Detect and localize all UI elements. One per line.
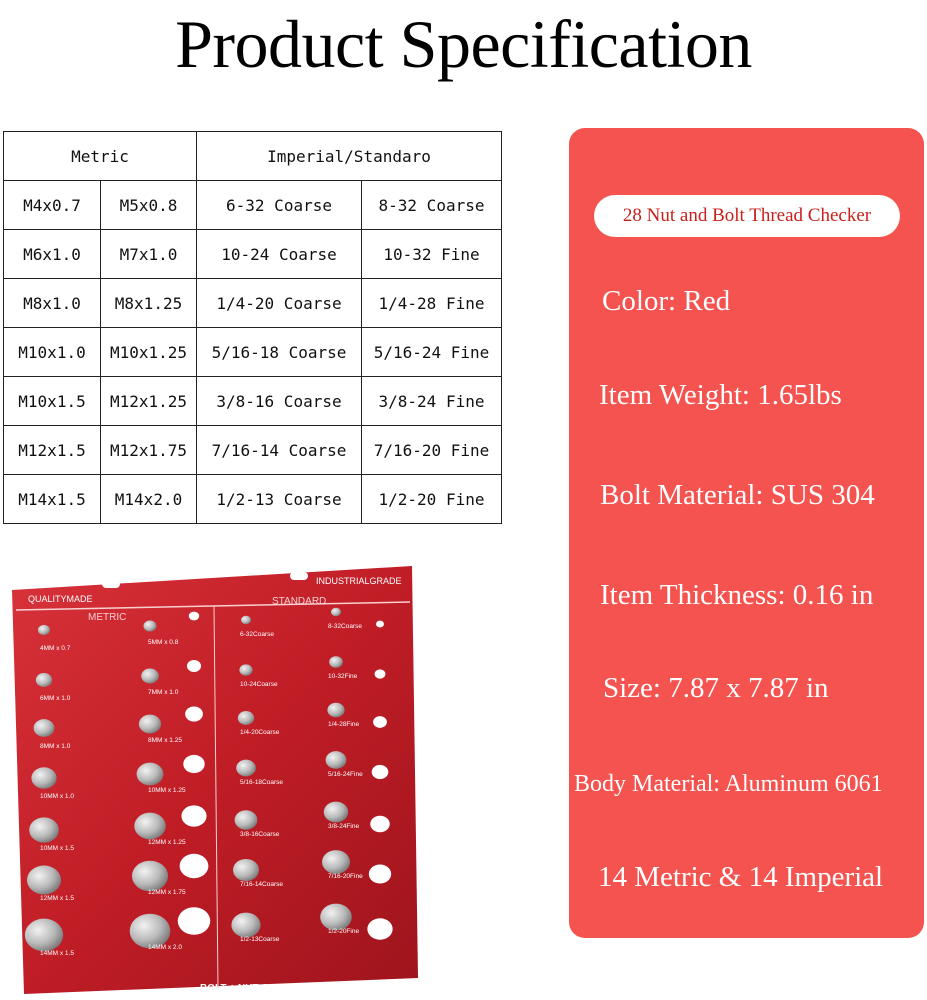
- table-cell: M12x1.5: [4, 426, 101, 475]
- bolt-stud: [238, 711, 254, 725]
- nut-hole: [367, 918, 392, 939]
- bolt-size-label: 6MM x 1.0: [40, 695, 71, 702]
- table-cell: M8x1.0: [4, 279, 101, 328]
- table-cell: 1/4-20 Coarse: [197, 279, 362, 328]
- hanging-slot: [290, 572, 308, 580]
- size-spec: Size: 7.87 x 7.87 in: [603, 672, 829, 704]
- table-cell: 3/8-24 Fine: [362, 377, 502, 426]
- nut-hole: [180, 854, 209, 878]
- table-cell: 1/4-28 Fine: [362, 279, 502, 328]
- page-title: Product Specification: [175, 6, 752, 82]
- table-cell: 10-24 Coarse: [197, 230, 362, 279]
- nut-hole: [181, 805, 206, 826]
- table-cell: 6-32 Coarse: [197, 181, 362, 230]
- bolt-stud: [31, 767, 56, 788]
- imperial-header: Imperial/Standaro: [197, 132, 502, 181]
- bolt-stud: [241, 616, 251, 625]
- table-row: [4, 475, 502, 524]
- bolt-stud: [236, 760, 256, 777]
- gauge-bottom-label: BOLT + NUT GAUGE: [200, 983, 298, 994]
- table-row: [4, 230, 502, 279]
- nut-hole: [372, 765, 389, 779]
- bolt-size-label: 1/4-28Fine: [328, 721, 360, 728]
- bolt-size-label: 5/16-24Fine: [328, 771, 363, 778]
- hanging-slot: [102, 580, 120, 588]
- bolt-size-label: 6-32Coarse: [240, 631, 274, 638]
- weight-spec: Item Weight: 1.65lbs: [599, 379, 842, 411]
- table-cell: 8-32 Coarse: [362, 181, 502, 230]
- bolt-stud: [320, 904, 352, 931]
- table-cell: 1/2-13 Coarse: [197, 475, 362, 524]
- standard-section-label: STANDARD: [272, 596, 327, 607]
- bolt-stud: [38, 625, 50, 635]
- product-photo: [0, 558, 420, 1000]
- bolt-size-label: 12MM x 1.75: [148, 889, 186, 896]
- bolt-size-label: 14MM x 2.0: [148, 944, 182, 951]
- bolt-stud: [27, 866, 61, 895]
- nut-hole: [185, 706, 203, 721]
- bolt-size-label: 1/2-13Coarse: [240, 936, 280, 943]
- bolt-size-label: 7MM x 1.0: [148, 689, 179, 696]
- bolt-stud: [139, 715, 161, 734]
- bolt-size-label: 7/16-20Fine: [328, 873, 363, 880]
- bolt-size-label: 7/16-14Coarse: [240, 881, 283, 888]
- table-row: [4, 426, 502, 475]
- color-spec: Color: Red: [602, 285, 731, 317]
- nut-hole: [178, 907, 210, 935]
- nut-hole: [187, 660, 201, 672]
- nut-hole: [376, 621, 384, 628]
- bolt-size-label: 12MM x 1.25: [148, 839, 186, 846]
- thread-spec-table: [3, 131, 502, 524]
- table-row: [4, 328, 502, 377]
- nut-hole: [189, 612, 199, 621]
- table-row: [4, 377, 502, 426]
- bolt-size-label: 10-24Coarse: [240, 681, 278, 688]
- metric-section-label: METRIC: [88, 612, 127, 623]
- bolt-stud: [329, 656, 343, 668]
- table-cell: 3/8-16 Coarse: [197, 377, 362, 426]
- nut-hole: [373, 716, 387, 728]
- table-cell: 7/16-14 Coarse: [197, 426, 362, 475]
- bolt-size-label: 1/4-20Coarse: [240, 729, 280, 736]
- table-cell: M6x1.0: [4, 230, 101, 279]
- bolt-size-label: 8-32Coarse: [328, 623, 362, 630]
- table-header-row: [4, 132, 502, 181]
- industrial-label: INDUSTRIALGRADE: [316, 576, 402, 586]
- table-cell: 5/16-18 Coarse: [197, 328, 362, 377]
- quality-label: QUALITYMADE: [28, 594, 93, 604]
- table-cell: M14x1.5: [4, 475, 101, 524]
- table-cell: 7/16-20 Fine: [362, 426, 502, 475]
- bolt-material-spec: Bolt Material: SUS 304: [600, 479, 875, 511]
- bolt-size-label: 10-32Fine: [328, 673, 358, 680]
- table-cell: M12x1.75: [101, 426, 197, 475]
- table-cell: M14x2.0: [101, 475, 197, 524]
- bolt-stud: [235, 810, 258, 829]
- table-cell: M12x1.25: [101, 377, 197, 426]
- info-panel: [569, 128, 924, 938]
- bolt-stud: [239, 664, 252, 675]
- table-cell: M5x0.8: [101, 181, 197, 230]
- bolt-size-label: 4MM x 0.7: [40, 645, 71, 652]
- bolt-stud: [34, 719, 55, 737]
- nut-hole: [370, 816, 390, 833]
- bolt-size-label: 5/16-18Coarse: [240, 779, 283, 786]
- nut-hole: [375, 669, 386, 678]
- bolt-size-label: 10MM x 1.25: [148, 787, 186, 794]
- bolt-size-label: 14MM x 1.5: [40, 950, 74, 957]
- bolt-size-label: 8MM x 1.25: [148, 737, 182, 744]
- table-cell: M10x1.0: [4, 328, 101, 377]
- table-cell: M8x1.25: [101, 279, 197, 328]
- product-name-pill: 28 Nut and Bolt Thread Checker: [594, 195, 900, 237]
- table-cell: 10-32 Fine: [362, 230, 502, 279]
- bolt-stud: [324, 802, 348, 823]
- table-row: [4, 181, 502, 230]
- bolt-stud: [322, 850, 350, 874]
- table-cell: M10x1.5: [4, 377, 101, 426]
- bolt-stud: [36, 673, 52, 687]
- metric-imperial-count: 14 Metric & 14 Imperial: [598, 861, 884, 893]
- table-cell: 1/2-20 Fine: [362, 475, 502, 524]
- bolt-stud: [144, 620, 157, 631]
- bolt-stud: [326, 751, 347, 769]
- table-cell: M4x0.7: [4, 181, 101, 230]
- bolt-size-label: 3/8-16Coarse: [240, 831, 280, 838]
- metric-header: Metric: [4, 132, 197, 181]
- nut-hole: [183, 755, 204, 773]
- table-row: [4, 279, 502, 328]
- nut-hole: [369, 864, 391, 883]
- bolt-stud: [132, 861, 168, 892]
- bolt-stud: [137, 763, 164, 786]
- bolt-size-label: 5MM x 0.8: [148, 639, 179, 646]
- bolt-stud: [25, 919, 63, 952]
- bolt-size-label: 3/8-24Fine: [328, 823, 360, 830]
- bolt-size-label: 8MM x 1.0: [40, 743, 71, 750]
- bolt-stud: [141, 669, 159, 684]
- bolt-size-label: 10MM x 1.5: [40, 845, 74, 852]
- bolt-size-label: 12MM x 1.5: [40, 895, 74, 902]
- bolt-stud: [327, 703, 344, 718]
- thickness-spec: Item Thickness: 0.16 in: [600, 579, 874, 611]
- table-cell: M10x1.25: [101, 328, 197, 377]
- bolt-size-label: 10MM x 1.0: [40, 793, 74, 800]
- table-cell: M7x1.0: [101, 230, 197, 279]
- bolt-stud: [134, 813, 165, 840]
- bolt-stud: [331, 608, 341, 617]
- bolt-size-label: 1/2-20Fine: [328, 928, 360, 935]
- bolt-stud: [233, 859, 259, 881]
- bolt-stud: [231, 913, 260, 938]
- table-cell: 5/16-24 Fine: [362, 328, 502, 377]
- bolt-stud: [29, 817, 59, 842]
- body-material-spec: Body Material: Aluminum 6061: [574, 771, 883, 797]
